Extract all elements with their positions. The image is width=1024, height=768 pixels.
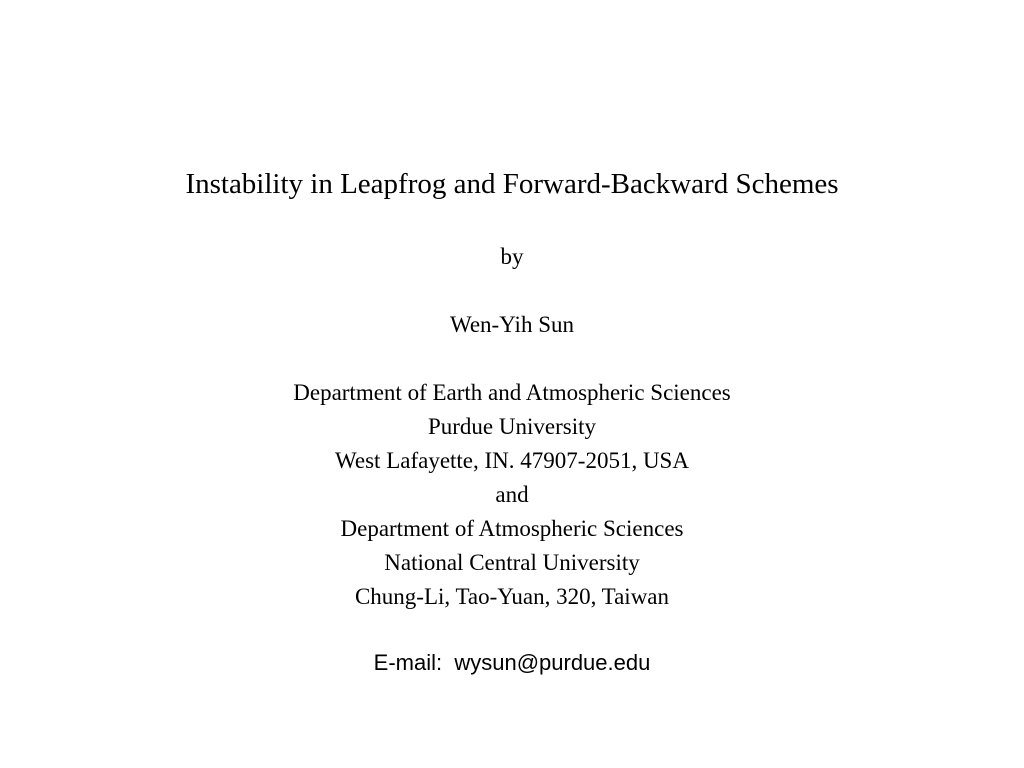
email-contact: E-mail: wysun@purdue.edu — [373, 650, 651, 675]
affiliation-line: Department of Atmospheric Sciences — [340, 516, 684, 541]
slide-title: Instability in Leapfrog and Forward-Backward Schemes — [185, 168, 839, 200]
by-text: by — [500, 244, 524, 269]
affiliation-line: West Lafayette, IN. 47907-2051, USA — [335, 448, 689, 473]
affiliation-line: and — [495, 482, 529, 507]
affiliation-line: Purdue University — [427, 414, 596, 439]
affiliation-line: National Central University — [384, 550, 640, 575]
affiliation-block — [0, 376, 1024, 614]
affiliation-line: Department of Earth and Atmospheric Sciences — [293, 380, 731, 405]
author-name: Wen-Yih Sun — [449, 312, 574, 337]
affiliation-line: Chung-Li, Tao-Yuan, 320, Taiwan — [354, 584, 670, 609]
